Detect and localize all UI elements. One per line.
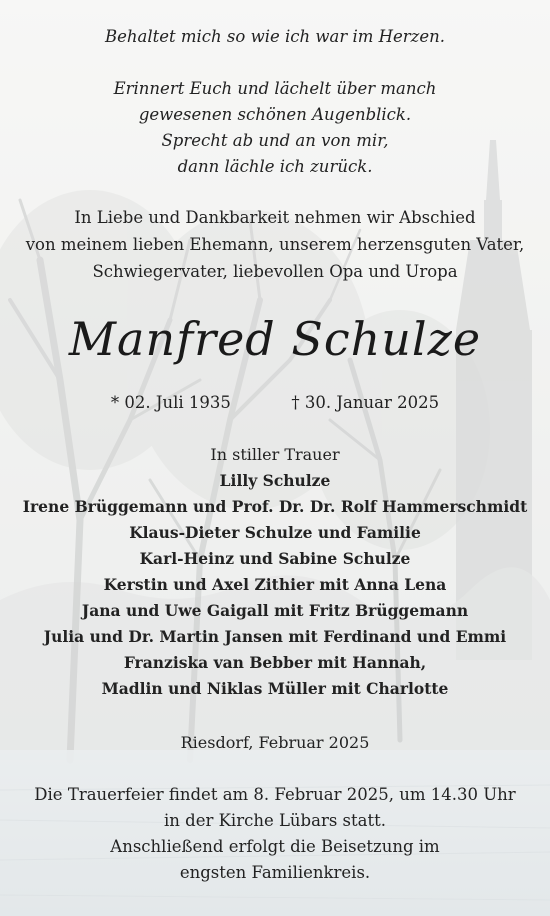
mourner-line: Madlin und Niklas Müller mit Charlotte bbox=[101, 679, 449, 698]
deceased-name: Manfred Schulze bbox=[68, 312, 482, 366]
place-date: Riesdorf, Februar 2025 bbox=[180, 733, 370, 752]
funeral-info-line: engsten Familienkreis. bbox=[179, 863, 371, 882]
poem-line: Behaltet mich so wie ich war im Herzen. bbox=[104, 27, 445, 46]
mourner-line: Irene Brüggemann und Prof. Dr. Dr. Rolf Hammerschmidt bbox=[22, 497, 528, 516]
mourner-line: Lilly Schulze bbox=[219, 471, 331, 490]
funeral-info-line: Die Trauerfeier findet am 8. Februar 2025, um 14.30 Uhr bbox=[34, 785, 516, 804]
poem-line: dann lächle ich zurück. bbox=[177, 157, 373, 176]
mourner-line: Julia und Dr. Martin Jansen mit Ferdinand und Emmi bbox=[43, 627, 507, 646]
intro-line: von meinem lieben Ehemann, unserem herzensguten Vater, bbox=[25, 235, 525, 254]
intro-line: Schwiegervater, liebevollen Opa und Uropa bbox=[92, 262, 458, 281]
mourner-line: Klaus-Dieter Schulze und Familie bbox=[129, 523, 421, 542]
intro-line: In Liebe und Dankbarkeit nehmen wir Abschied bbox=[74, 208, 476, 227]
mourner-line: Kerstin und Axel Zithier mit Anna Lena bbox=[103, 575, 447, 594]
funeral-info-line: Anschließend erfolgt die Beisetzung im bbox=[110, 837, 440, 856]
mourner-line: Jana und Uwe Gaigall mit Fritz Brüggemann bbox=[81, 601, 469, 620]
mourner-line: Karl-Heinz und Sabine Schulze bbox=[139, 549, 411, 568]
life-dates bbox=[0, 393, 550, 412]
poem-line: Sprecht ab und an von mir, bbox=[161, 131, 389, 150]
birth-date: * 02. Juli 1935 bbox=[110, 393, 231, 412]
death-date: † 30. Januar 2025 bbox=[291, 393, 440, 412]
poem-line: Erinnert Euch und lächelt über manch bbox=[113, 79, 437, 98]
poem-line: gewesenen schönen Augenblick. bbox=[138, 105, 412, 124]
funeral-info-line: in der Kirche Lübars statt. bbox=[163, 811, 386, 830]
mourners-intro: In stiller Trauer bbox=[210, 445, 340, 464]
mourner-line: Franziska van Bebber mit Hannah, bbox=[123, 653, 427, 672]
